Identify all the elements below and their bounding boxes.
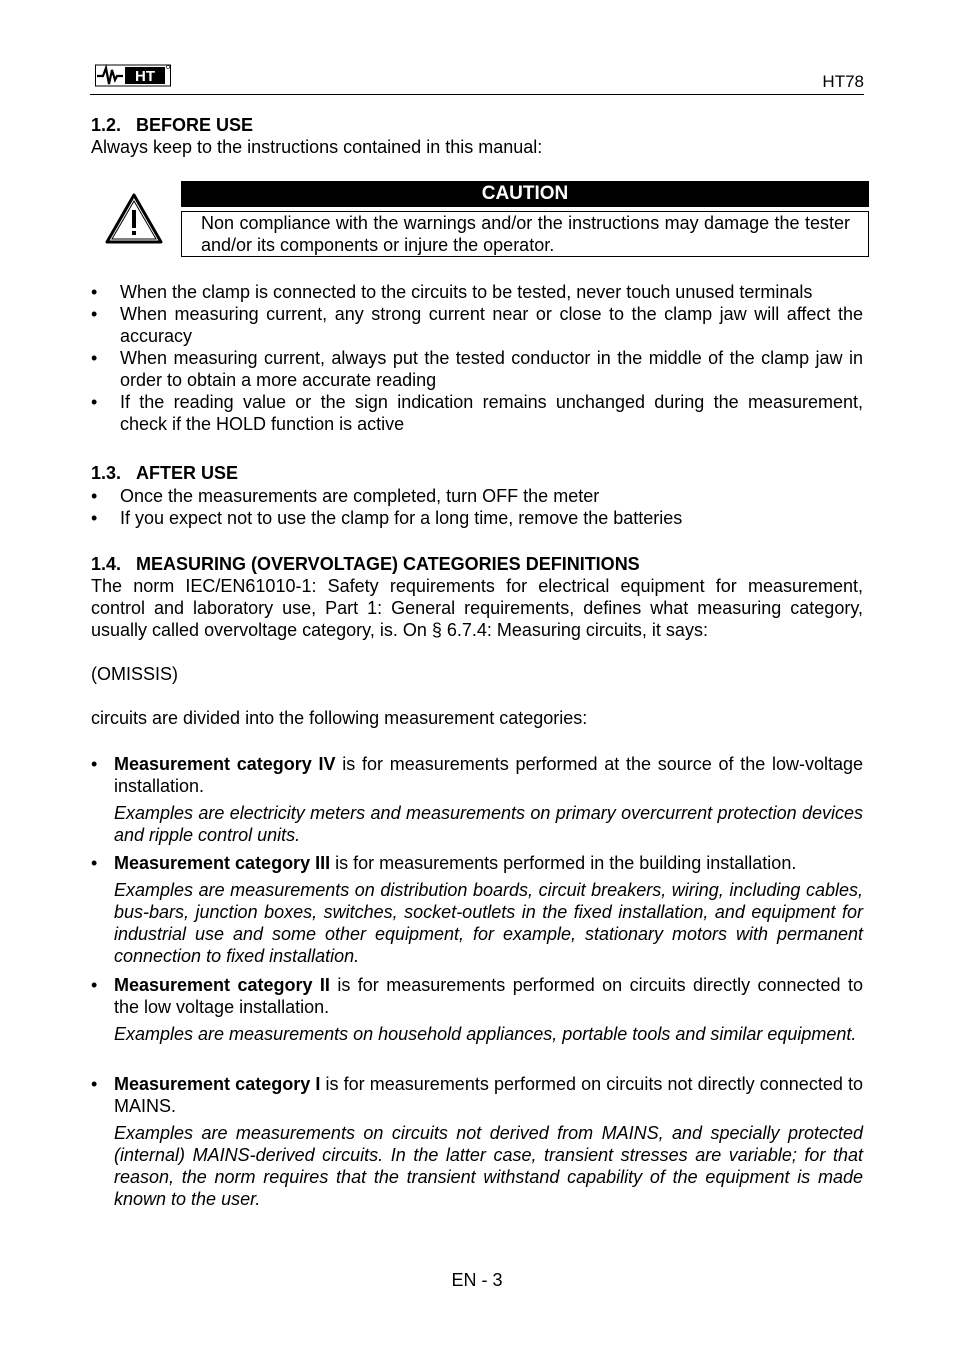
category-description [91,753,863,797]
section-number: 1.2. [91,115,122,135]
list-item: • When measuring current, any strong current near or close to the clamp jaw will affect the accuracy [91,303,863,347]
heading-categories [91,553,863,575]
after-use-list [91,485,863,529]
warning-triangle-icon [104,192,164,245]
model-name: HT78 [822,72,864,91]
category-example: Examples are electricity meters and measurements on primary overcurrent protection devices and ripple control units. [114,803,863,845]
list-item: • Once the measurements are completed, turn OFF the meter [91,485,863,507]
category-example: Examples are measurements on circuits not derived from MAINS, and specially protected (internal) MAINS-derived circuits. In the latter case, transient stresses are variable; for that reason, the norm requires that the transient withstand capability of the equipment is made known to the user. [114,1123,863,1209]
before-use-intro: Always keep to the instructions contained in this manual: [91,137,543,157]
heading-before-use [91,114,863,136]
category-i [91,1073,863,1210]
section-title: MEASURING (OVERVOLTAGE) CATEGORIES DEFINITIONS [136,554,640,574]
list-item: • When the clamp is connected to the circuits to be tested, never touch unused terminals [91,281,863,303]
omissis: (OMISSIS) [91,664,179,684]
categories-intro: The norm IEC/EN61010-1: Safety requirements for electrical equipment for measurement, control and laboratory use, Part 1: General requirements, defines what measuring category, usually called overvoltage category, is. On § 6.7.4: Measuring circuits, it says: [91,576,863,640]
header-divider [90,94,864,95]
heading-after-use [91,462,863,484]
section-title: AFTER USE [136,463,239,483]
category-ii [91,974,863,1045]
category-name: Measurement category III [114,853,331,873]
ht-logo [95,62,171,88]
category-text: is for measurements performed on circuits not directly connected to MAINS. [114,1074,863,1116]
page-number: EN - 3 [451,1270,503,1290]
category-description [91,974,863,1018]
categories-lead: circuits are divided into the following measurement categories: [91,708,588,728]
category-name: Measurement category IV [114,754,336,774]
before-use-list [91,281,863,435]
list-item: • When measuring current, always put the tested conductor in the middle of the clamp jaw in order to obtain a more accurate reading [91,347,863,391]
category-example: Examples are measurements on household appliances, portable tools and similar equipment. [114,1024,857,1044]
category-text: is for measurements performed at the source of the low-voltage installation. [114,754,863,796]
caution-text: Non compliance with the warnings and/or the instructions may damage the tester and/or its components or injure the operator. [201,213,850,255]
list-item: • If you expect not to use the clamp for a long time, remove the batteries [91,507,863,529]
section-number: 1.3. [91,463,122,483]
list-item: • If the reading value or the sign indication remains unchanged during the measurement, check if the HOLD function is active [91,391,863,435]
category-description [91,852,863,874]
category-description [91,1073,863,1117]
logo-text: HT [135,68,155,85]
category-example: Examples are measurements on distribution boards, circuit breakers, wiring, including cables, bus-bars, junction boxes, switches, socket-outlets in the fixed installation, and equipment for industrial use and some other equipment, for example, stationary motors with permanent connection to fixed installation. [114,880,863,966]
section-title: BEFORE USE [136,115,254,135]
category-text: is for measurements performed in the building installation. [330,853,797,873]
category-iv [91,753,863,846]
category-text: is for measurements performed on circuits directly connected to the low voltage installation. [114,975,864,1017]
caution-title: CAUTION [181,181,869,207]
section-number: 1.4. [91,554,122,574]
caution-box [181,211,869,257]
category-name: Measurement category II [114,975,330,995]
category-iii [91,852,863,967]
category-name: Measurement category I [114,1074,321,1094]
